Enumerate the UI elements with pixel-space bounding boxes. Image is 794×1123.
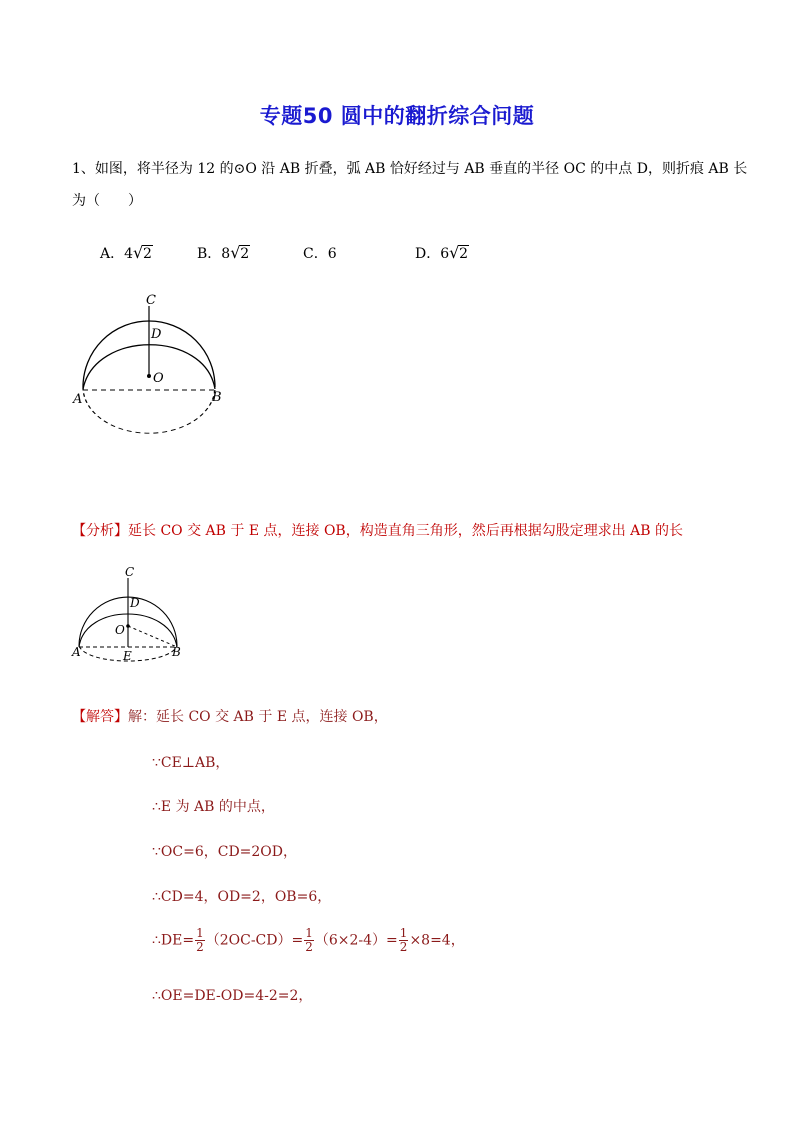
point-o-label: O [153,371,164,386]
center-point [147,374,151,378]
point-e-label: E [123,649,132,663]
solution-step-4: ∴CD=4，OD=2，OB=6， [152,889,332,905]
question-line-2: 为（ ） [72,193,142,209]
option-c [303,243,337,263]
fraction-half: $\frac{1}{2}$ [196,926,204,954]
point-d-label: D [130,596,140,610]
figure-2-diagram [70,563,190,668]
option-d-label: D．6 [415,246,450,262]
solution-tag: 【解答】 [72,709,128,725]
figure-1-diagram [70,290,240,450]
point-c-label: C [146,293,156,308]
point-a-label: A [72,645,81,659]
fraction-half: $\frac{1}{2}$ [399,926,408,954]
solution-step-5 [152,927,465,954]
option-d [415,243,469,263]
solution-step-6: ∴OE=DE-OD=4-2=2， [152,988,313,1004]
option-a-label: A．4 [100,246,134,262]
analysis-line [72,520,683,540]
solution-intro: 解：延长 CO 交 AB 于 E 点，连接 OB， [128,709,388,725]
segment-ob [128,626,177,647]
center-point [126,624,130,628]
step5-part-b: （2OC-CD）= [205,932,304,949]
point-d-label: D [151,327,162,342]
point-a-label: A [73,392,83,407]
circle-lower-dashed-arc [83,387,215,433]
sqrt-sign: √ 2 [449,243,469,262]
point-o-label: O [115,623,125,637]
option-d-radicand: 2 [459,246,469,262]
solution-line [72,706,388,726]
point-b-label: B [172,645,181,659]
point-c-label: C [125,565,135,579]
option-b-label: B．8 [197,246,231,262]
question-line-1: 1、如图，将半径为 12 的⊙O 沿 AB 折叠，弧 AB 恰好经过与 AB 垂直的半径 OC 的中点 D，则折痕 AB 长 [72,161,748,177]
sqrt-sign: √ 2 [230,243,250,262]
step5-part-a: ∴DE= [152,932,195,949]
point-b-label: B [212,390,222,405]
analysis-tag: 【分析】 [72,523,128,539]
solution-step-2: ∴E 为 AB 的中点， [152,799,275,815]
step5-part-c: （6×2-4）= [314,932,398,949]
analysis-text: 延长 CO 交 AB 于 E 点，连接 OB，构造直角三角形，然后再根据勾股定理求出 AB 的长 [128,523,684,539]
fraction-half: $\frac{1}{2}$ [305,926,313,954]
option-b-radicand: 2 [240,246,250,262]
solution-step-3: ∵OC=6，CD=2OD， [152,844,298,860]
step5-part-d: ×8=4， [409,932,465,949]
option-a [100,243,153,263]
option-a-radicand: 2 [143,246,152,262]
option-c-label: C．6 [303,246,337,262]
solution-step-1: ∵CE⊥AB， [152,755,230,771]
page-title: 专题50 圆中的翻折综合问题 [259,104,535,128]
option-b [197,243,250,263]
sqrt-sign: √ 2 [133,243,152,262]
